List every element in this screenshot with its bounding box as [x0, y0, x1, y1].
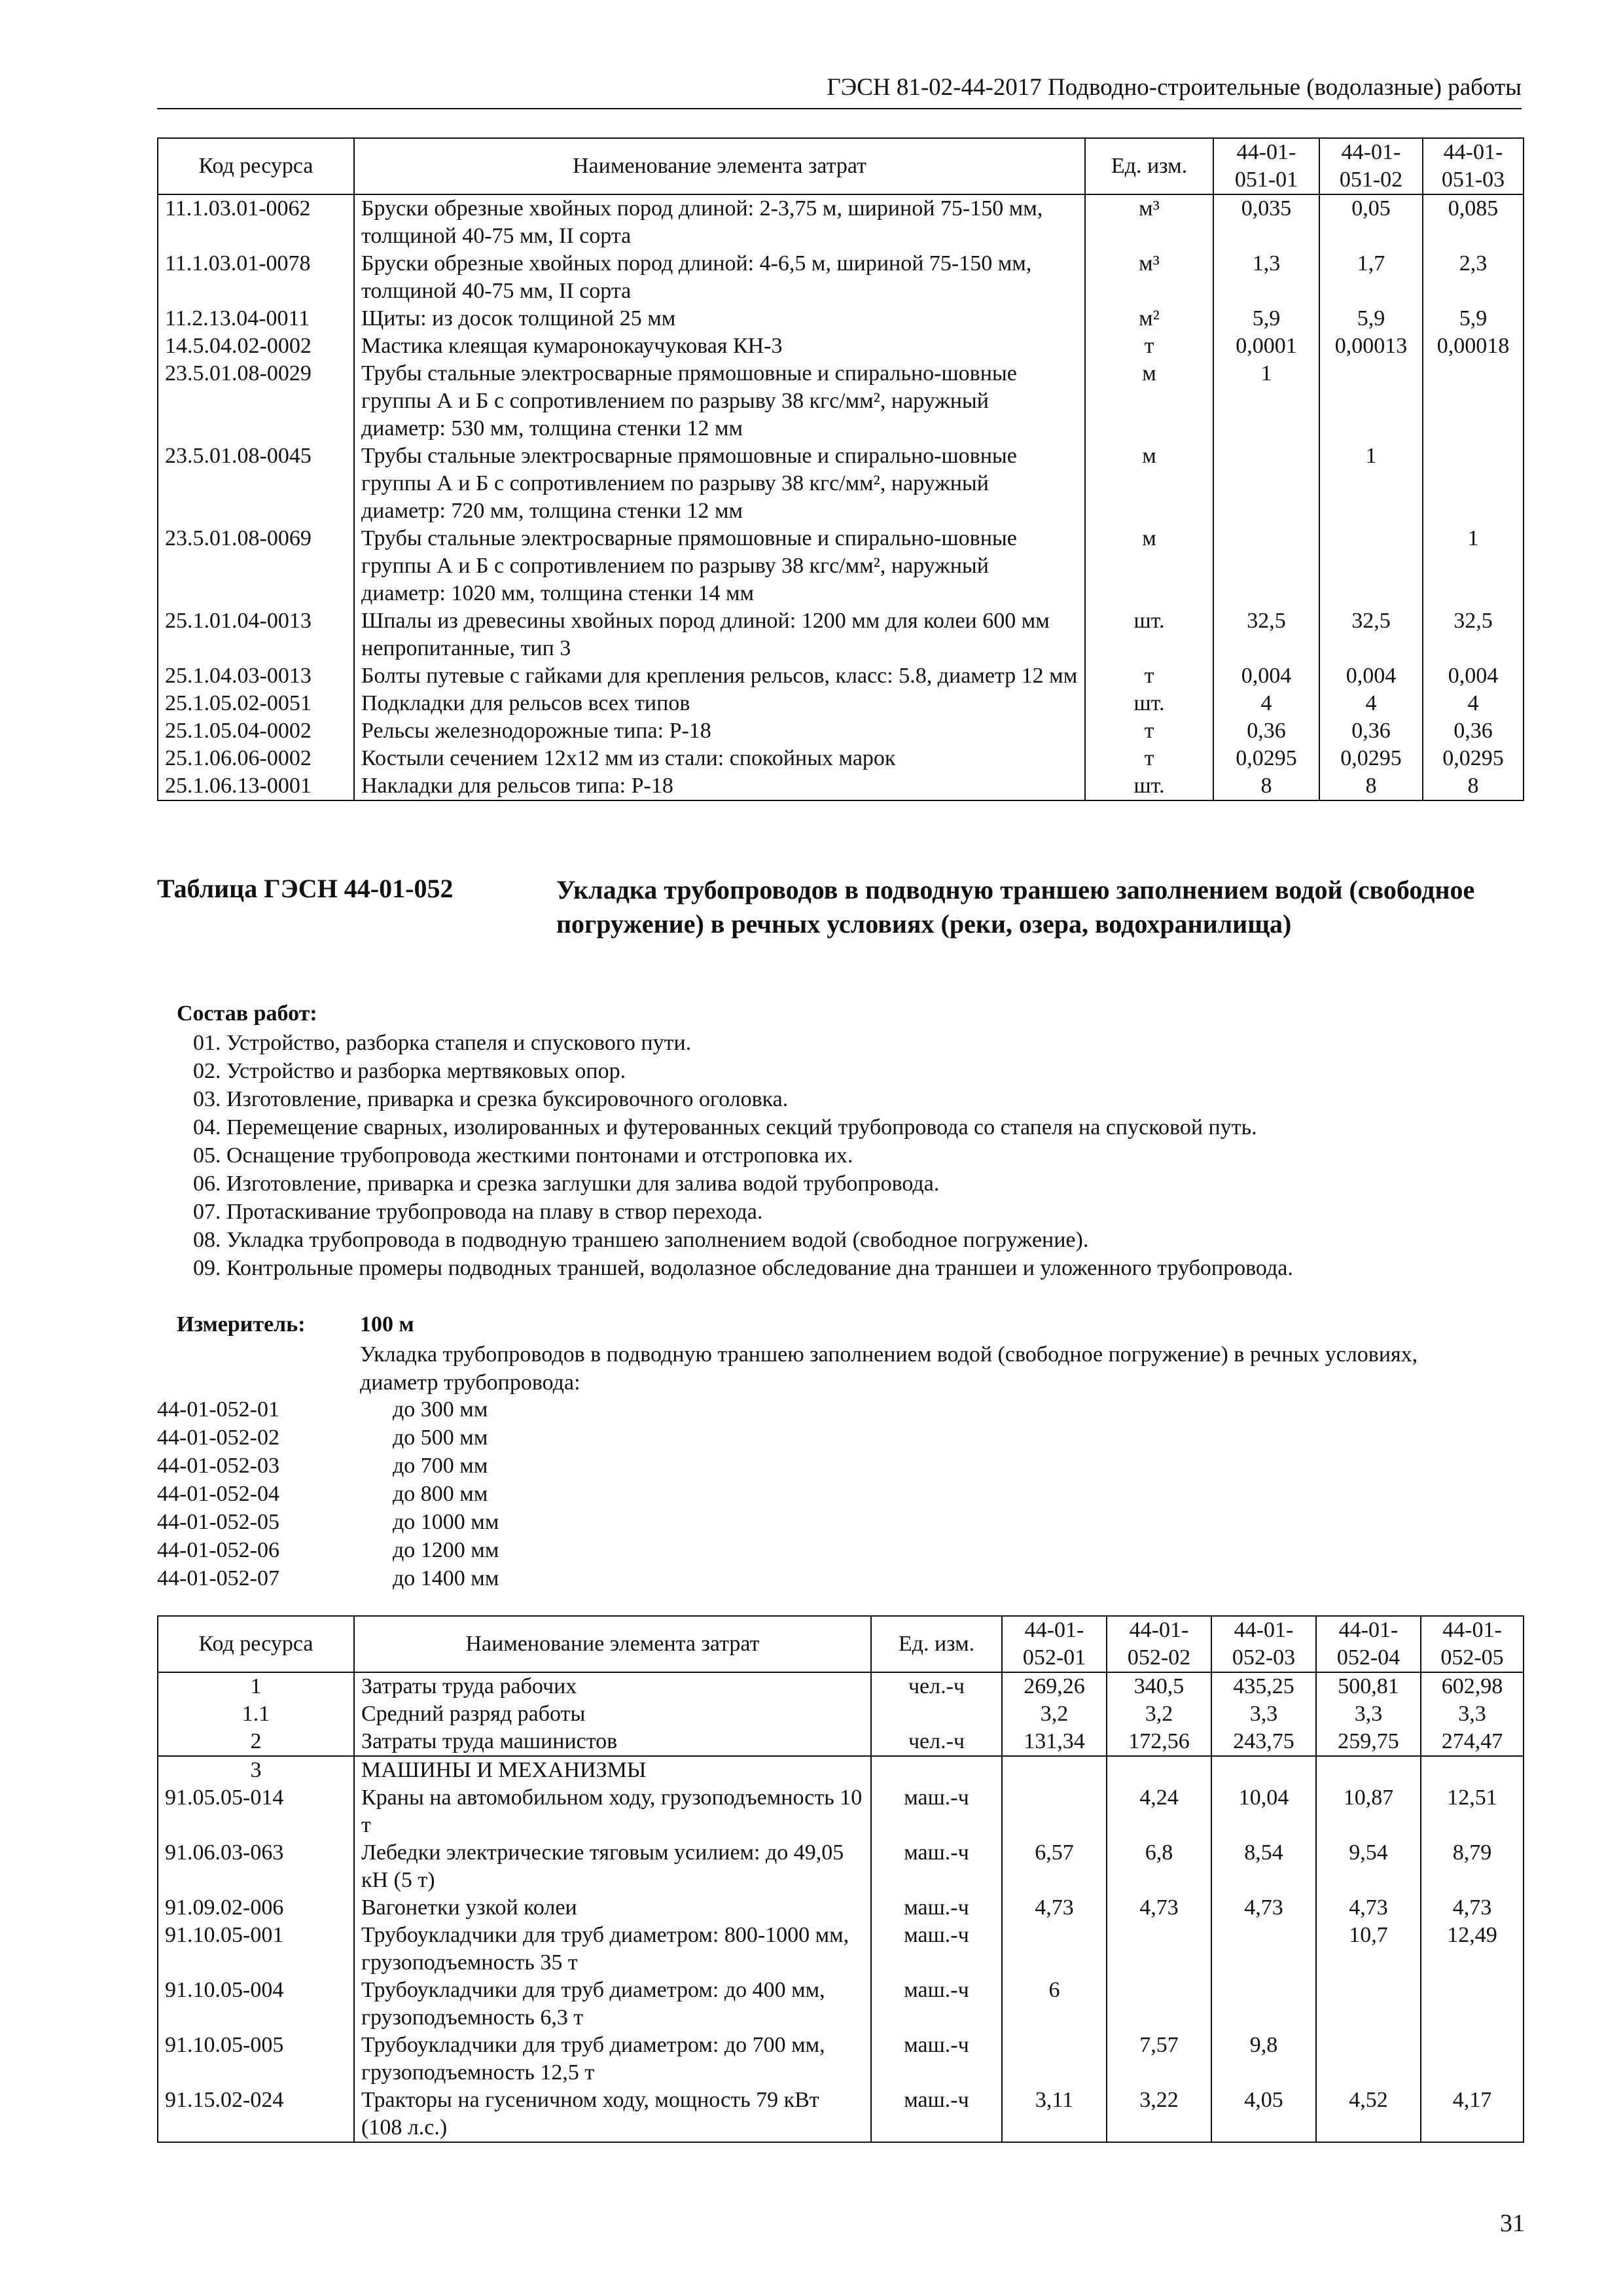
- variant-code: 44-01-052-01: [157, 1397, 279, 1422]
- table-row: [158, 2032, 1524, 2087]
- value-col5: [1421, 2032, 1524, 2087]
- resource-unit: м³: [1085, 194, 1213, 250]
- resource-unit: маш.-ч: [871, 1922, 1002, 1977]
- variant-code: 44-01-052-06: [157, 1538, 279, 1562]
- table-header-row: [158, 138, 1524, 194]
- value-col1: 5,9: [1213, 305, 1319, 332]
- variant-code: 44-01-052-02: [157, 1426, 279, 1450]
- resource-table-051-body: [158, 194, 1524, 800]
- value-col3: [1423, 442, 1524, 525]
- resource-unit: м²: [1085, 305, 1213, 332]
- resource-code: 91.09.02-006: [158, 1894, 354, 1922]
- variant-row: [157, 1452, 499, 1480]
- value-col1: 3,11: [1002, 2087, 1107, 2142]
- resource-code: 1.1: [158, 1700, 354, 1728]
- resource-code: 25.1.05.04-0002: [158, 717, 354, 745]
- value-col3: [1211, 1922, 1316, 1977]
- value-col2: 32,5: [1319, 607, 1423, 662]
- table-row: [158, 1728, 1524, 1756]
- value-col3: 5,9: [1423, 305, 1524, 332]
- work-step: 06. Изготовление, приварка и срезка заглушки для залива водой трубопровода.: [193, 1172, 940, 1196]
- value-col2: [1107, 1756, 1211, 1784]
- resource-code: 14.5.04.02-0002: [158, 332, 354, 360]
- resource-unit: шт.: [1085, 772, 1213, 800]
- value-col5: 3,3: [1421, 1700, 1524, 1728]
- header-unit: Ед. изм.: [871, 1616, 1002, 1672]
- meter-value: 100 м: [360, 1312, 414, 1336]
- resource-unit: маш.-ч: [871, 1894, 1002, 1922]
- work-step: 05. Оснащение трубопровода жесткими понтонами и отстроповка их.: [193, 1143, 853, 1168]
- value-col1: 0,004: [1213, 662, 1319, 690]
- resource-code: 25.1.01.04-0013: [158, 607, 354, 662]
- value-col5: 4,17: [1421, 2087, 1524, 2142]
- value-col1: 0,0295: [1213, 745, 1319, 772]
- table-row: [158, 2087, 1524, 2142]
- variant-row: [157, 1564, 499, 1592]
- value-col4: [1316, 1756, 1421, 1784]
- value-col1: 1: [1213, 360, 1319, 442]
- resource-name: Лебедки электрические тяговым усилием: до 49,05 кН (5 т): [354, 1839, 871, 1894]
- table-row: [158, 1784, 1524, 1839]
- resource-name: Болты путевые с гайками для крепления рельсов, класс: 5.8, диаметр 12 мм: [354, 662, 1085, 690]
- resource-code: 91.05.05-014: [158, 1784, 354, 1839]
- resource-code: 91.15.02-024: [158, 2087, 354, 2142]
- value-col2: [1319, 525, 1423, 607]
- header-name: Наименование элемента затрат: [354, 1616, 871, 1672]
- value-col2: 3,22: [1107, 2087, 1211, 2142]
- value-col2: 0,36: [1319, 717, 1423, 745]
- variant-row: [157, 1508, 499, 1536]
- value-col2: 5,9: [1319, 305, 1423, 332]
- resource-code: 11.2.13.04-0011: [158, 305, 354, 332]
- table-row: [158, 1922, 1524, 1977]
- value-col2: 0,00013: [1319, 332, 1423, 360]
- value-col2: 4,24: [1107, 1784, 1211, 1839]
- value-col4: 10,7: [1316, 1922, 1421, 1977]
- value-col3: 0,36: [1423, 717, 1524, 745]
- value-col1: [1002, 1922, 1107, 1977]
- header-col1: 44-01-052-01: [1002, 1616, 1107, 1672]
- resource-unit: чел.-ч: [871, 1672, 1002, 1700]
- value-col2: 3,2: [1107, 1700, 1211, 1728]
- value-col3: 1: [1423, 525, 1524, 607]
- work-step: 03. Изготовление, приварка и срезка буксировочного оголовка.: [193, 1087, 789, 1111]
- value-col2: 1,7: [1319, 250, 1423, 305]
- table-row: [158, 194, 1524, 250]
- value-col1: 6: [1002, 1977, 1107, 2032]
- resource-name: Бруски обрезные хвойных пород длиной: 2-3,75 м, шириной 75-150 мм, толщиной 40-75 мм, II сорта: [354, 194, 1085, 250]
- value-col4: 4,73: [1316, 1894, 1421, 1922]
- resource-name: Щиты: из досок толщиной 25 мм: [354, 305, 1085, 332]
- resource-code: 25.1.04.03-0013: [158, 662, 354, 690]
- resource-name: МАШИНЫ И МЕХАНИЗМЫ: [354, 1756, 871, 1784]
- table-row: [158, 607, 1524, 662]
- header-col1: 44-01-051-01: [1213, 138, 1319, 194]
- value-col1: 0,0001: [1213, 332, 1319, 360]
- header-col3: 44-01-052-03: [1211, 1616, 1316, 1672]
- table-row: [158, 1894, 1524, 1922]
- running-header: ГЭСН 81-02-44-2017 Подводно-строительные (водолазные) работы: [157, 73, 1522, 109]
- value-col3: 3,3: [1211, 1700, 1316, 1728]
- table-row: [158, 332, 1524, 360]
- resource-name: Средний разряд работы: [354, 1700, 871, 1728]
- value-col4: 259,75: [1316, 1728, 1421, 1756]
- resource-name: Рельсы железнодорожные типа: Р-18: [354, 717, 1085, 745]
- value-col3: 0,0295: [1423, 745, 1524, 772]
- table-row: [158, 1700, 1524, 1728]
- value-col1: 32,5: [1213, 607, 1319, 662]
- variant-text: до 700 мм: [393, 1454, 488, 1478]
- work-step: 04. Перемещение сварных, изолированных и футерованных секций трубопровода со стапеля на спусковой путь.: [193, 1115, 1257, 1139]
- resource-name: Трубоукладчики для труб диаметром: до 700 мм, грузоподъемность 12,5 т: [354, 2032, 871, 2087]
- work-step: 01. Устройство, разборка стапеля и спускового пути.: [193, 1031, 692, 1055]
- work-step: 02. Устройство и разборка мертвяковых опор.: [193, 1059, 626, 1083]
- value-col3: [1211, 1756, 1316, 1784]
- value-col2: 1: [1319, 442, 1423, 525]
- table-label: Таблица ГЭСН 44-01-052: [157, 874, 454, 903]
- value-col2: 6,8: [1107, 1839, 1211, 1894]
- value-col2: 7,57: [1107, 2032, 1211, 2087]
- value-col2: 0,004: [1319, 662, 1423, 690]
- work-step: 09. Контрольные промеры подводных траншей, водолазное обследование дна траншеи и уложенного трубопровода.: [193, 1256, 1293, 1280]
- resource-name: Краны на автомобильном ходу, грузоподъемность 10 т: [354, 1784, 871, 1839]
- resource-code: 25.1.06.13-0001: [158, 772, 354, 800]
- resource-unit: т: [1085, 717, 1213, 745]
- resource-code: 23.5.01.08-0045: [158, 442, 354, 525]
- header-code: Код ресурса: [158, 138, 354, 194]
- value-col1: [1213, 442, 1319, 525]
- value-col1: 0,36: [1213, 717, 1319, 745]
- resource-code: 11.1.03.01-0062: [158, 194, 354, 250]
- value-col3: [1211, 1977, 1316, 2032]
- resource-unit: м: [1085, 442, 1213, 525]
- value-col4: 500,81: [1316, 1672, 1421, 1700]
- value-col4: [1316, 1977, 1421, 2032]
- table-row: [158, 1672, 1524, 1700]
- variant-text: до 1400 мм: [393, 1566, 499, 1590]
- value-col2: 0,0295: [1319, 745, 1423, 772]
- value-col3: 4,73: [1211, 1894, 1316, 1922]
- resource-unit: маш.-ч: [871, 2032, 1002, 2087]
- value-col5: 4,73: [1421, 1894, 1524, 1922]
- table-row: [158, 745, 1524, 772]
- variant-code: 44-01-052-05: [157, 1510, 279, 1534]
- header-col3: 44-01-051-03: [1423, 138, 1524, 194]
- table-row: [158, 717, 1524, 745]
- table-header-row: [158, 1616, 1524, 1672]
- value-col1: 4: [1213, 690, 1319, 717]
- resource-name: Подкладки для рельсов всех типов: [354, 690, 1085, 717]
- value-col1: [1002, 2032, 1107, 2087]
- resource-unit: чел.-ч: [871, 1728, 1002, 1756]
- resource-name: Затраты труда машинистов: [354, 1728, 871, 1756]
- resource-code: 2: [158, 1728, 354, 1756]
- table-row: [158, 662, 1524, 690]
- resource-code: 23.5.01.08-0069: [158, 525, 354, 607]
- resource-code: 91.10.05-004: [158, 1977, 354, 2032]
- variant-row: [157, 1480, 499, 1508]
- value-col4: 9,54: [1316, 1839, 1421, 1894]
- value-col1: [1002, 1756, 1107, 1784]
- variant-code: 44-01-052-03: [157, 1454, 279, 1478]
- value-col5: 602,98: [1421, 1672, 1524, 1700]
- resource-code: 25.1.06.06-0002: [158, 745, 354, 772]
- variant-row: [157, 1424, 499, 1452]
- value-col4: [1316, 2032, 1421, 2087]
- value-col5: [1421, 1756, 1524, 1784]
- value-col5: 12,49: [1421, 1922, 1524, 1977]
- resource-unit: [871, 1756, 1002, 1784]
- header-col5: 44-01-052-05: [1421, 1616, 1524, 1672]
- work-composition-heading: Состав работ:: [177, 1001, 317, 1026]
- value-col1: 3,2: [1002, 1700, 1107, 1728]
- variant-row: [157, 1536, 499, 1564]
- table-row: [158, 525, 1524, 607]
- value-col1: 6,57: [1002, 1839, 1107, 1894]
- value-col2: 4,73: [1107, 1894, 1211, 1922]
- table-row: [158, 772, 1524, 800]
- resource-name: Трубы стальные электросварные прямошовные и спирально-шовные группы А и Б с сопротивлением по разрыву 38 кгс/мм², наружный диаметр: 1020 мм, толщина стенки 14 мм: [354, 525, 1085, 607]
- resource-unit: маш.-ч: [871, 1977, 1002, 2032]
- value-col3: 435,25: [1211, 1672, 1316, 1700]
- value-col3: 2,3: [1423, 250, 1524, 305]
- resource-unit: м³: [1085, 250, 1213, 305]
- table-row: [158, 442, 1524, 525]
- variant-list: [157, 1395, 499, 1592]
- resource-unit: маш.-ч: [871, 1784, 1002, 1839]
- resource-name: Вагонетки узкой колеи: [354, 1894, 871, 1922]
- resource-unit: маш.-ч: [871, 1839, 1002, 1894]
- resource-unit: шт.: [1085, 607, 1213, 662]
- value-col4: 3,3: [1316, 1700, 1421, 1728]
- value-col3: 8,54: [1211, 1839, 1316, 1894]
- variant-text: до 300 мм: [393, 1397, 488, 1422]
- resource-name: Накладки для рельсов типа: Р-18: [354, 772, 1085, 800]
- value-col1: 1,3: [1213, 250, 1319, 305]
- value-col4: 4,52: [1316, 2087, 1421, 2142]
- value-col1: 131,34: [1002, 1728, 1107, 1756]
- value-col3: 0,085: [1423, 194, 1524, 250]
- value-col3: 32,5: [1423, 607, 1524, 662]
- resource-unit: маш.-ч: [871, 2087, 1002, 2142]
- work-step: 07. Протаскивание трубопровода на плаву в створ перехода.: [193, 1200, 763, 1224]
- value-col2: [1107, 1922, 1211, 1977]
- resource-unit: т: [1085, 332, 1213, 360]
- table-row: [158, 305, 1524, 332]
- resource-code: 23.5.01.08-0029: [158, 360, 354, 442]
- resource-code: 91.10.05-001: [158, 1922, 354, 1977]
- resource-name: Тракторы на гусеничном ходу, мощность 79 кВт (108 л.с.): [354, 2087, 871, 2142]
- resource-code: 91.10.05-005: [158, 2032, 354, 2087]
- resource-table-052: [157, 1615, 1524, 2143]
- value-col2: 4: [1319, 690, 1423, 717]
- value-col1: 0,035: [1213, 194, 1319, 250]
- value-col5: 274,47: [1421, 1728, 1524, 1756]
- resource-name: Трубы стальные электросварные прямошовные и спирально-шовные группы А и Б с сопротивлением по разрыву 38 кгс/мм², наружный диаметр: 530 мм, толщина стенки 12 мм: [354, 360, 1085, 442]
- value-col5: [1421, 1977, 1524, 2032]
- value-col2: [1319, 360, 1423, 442]
- table-title: Укладка трубопроводов в подводную траншею заполнением водой (свободное погружение) в речных условиях (реки, озера, водохранилища): [556, 875, 1475, 939]
- value-col3: [1423, 360, 1524, 442]
- value-col2: 8: [1319, 772, 1423, 800]
- variant-text: до 1000 мм: [393, 1510, 499, 1534]
- variant-text: до 1200 мм: [393, 1538, 499, 1562]
- resource-table-051: [157, 137, 1524, 801]
- resource-name: Шпалы из древесины хвойных пород длиной: 1200 мм для колеи 600 мм непропитанные, тип 3: [354, 607, 1085, 662]
- value-col1: 8: [1213, 772, 1319, 800]
- resource-code: 11.1.03.01-0078: [158, 250, 354, 305]
- value-col3: 9,8: [1211, 2032, 1316, 2087]
- value-col2: 340,5: [1107, 1672, 1211, 1700]
- resource-unit: шт.: [1085, 690, 1213, 717]
- resource-name: Мастика клеящая кумаронокаучуковая КН-3: [354, 332, 1085, 360]
- value-col3: 0,00018: [1423, 332, 1524, 360]
- meter-label: Измеритель:: [177, 1312, 306, 1336]
- resource-name: Трубоукладчики для труб диаметром: до 400 мм, грузоподъемность 6,3 т: [354, 1977, 871, 2032]
- resource-unit: т: [1085, 745, 1213, 772]
- value-col5: 8,79: [1421, 1839, 1524, 1894]
- table-row: [158, 360, 1524, 442]
- value-col2: 0,05: [1319, 194, 1423, 250]
- resource-name: Бруски обрезные хвойных пород длиной: 4-6,5 м, шириной 75-150 мм, толщиной 40-75 мм, II сорта: [354, 250, 1085, 305]
- header-code: Код ресурса: [158, 1616, 354, 1672]
- variant-text: до 800 мм: [393, 1482, 488, 1506]
- variant-text: до 500 мм: [393, 1426, 488, 1450]
- value-col4: 10,87: [1316, 1784, 1421, 1839]
- work-composition-list: [193, 1029, 1293, 1282]
- header-unit: Ед. изм.: [1085, 138, 1213, 194]
- value-col2: [1107, 1977, 1211, 2032]
- work-step: 08. Укладка трубопровода в подводную траншею заполнением водой (свободное погружение).: [193, 1228, 1089, 1252]
- resource-name: Трубы стальные электросварные прямошовные и спирально-шовные группы А и Б с сопротивлением по разрыву 38 кгс/мм², наружный диаметр: 720 мм, толщина стенки 12 мм: [354, 442, 1085, 525]
- header-name: Наименование элемента затрат: [354, 138, 1085, 194]
- meter-description: Укладка трубопроводов в подводную траншею заполнением водой (свободное погружение) в речных условиях, диаметр трубопровода:: [360, 1342, 1418, 1395]
- variant-row: [157, 1395, 499, 1424]
- resource-name: Затраты труда рабочих: [354, 1672, 871, 1700]
- value-col1: 4,73: [1002, 1894, 1107, 1922]
- resource-code: 91.06.03-063: [158, 1839, 354, 1894]
- table-row: [158, 1839, 1524, 1894]
- value-col3: 243,75: [1211, 1728, 1316, 1756]
- value-col3: 4,05: [1211, 2087, 1316, 2142]
- resource-name: Костыли сечением 12х12 мм из стали: спокойных марок: [354, 745, 1085, 772]
- resource-code: 25.1.05.02-0051: [158, 690, 354, 717]
- value-col3: 8: [1423, 772, 1524, 800]
- resource-unit: м: [1085, 360, 1213, 442]
- variant-code: 44-01-052-07: [157, 1566, 279, 1590]
- header-col2: 44-01-052-02: [1107, 1616, 1211, 1672]
- resource-code: 1: [158, 1672, 354, 1700]
- resource-table-052-body: [158, 1672, 1524, 2142]
- resource-unit: м: [1085, 525, 1213, 607]
- value-col3: 0,004: [1423, 662, 1524, 690]
- table-row: [158, 250, 1524, 305]
- value-col3: 10,04: [1211, 1784, 1316, 1839]
- value-col1: [1213, 525, 1319, 607]
- resource-unit: [871, 1700, 1002, 1728]
- variant-code: 44-01-052-04: [157, 1482, 279, 1506]
- value-col2: 172,56: [1107, 1728, 1211, 1756]
- value-col1: 269,26: [1002, 1672, 1107, 1700]
- value-col3: 4: [1423, 690, 1524, 717]
- resource-unit: т: [1085, 662, 1213, 690]
- resource-name: Трубоукладчики для труб диаметром: 800-1000 мм, грузоподъемность 35 т: [354, 1922, 871, 1977]
- resource-code: 3: [158, 1756, 354, 1784]
- table-row: [158, 1756, 1524, 1784]
- header-col4: 44-01-052-04: [1316, 1616, 1421, 1672]
- page-number: 31: [1500, 2210, 1525, 2237]
- value-col5: 12,51: [1421, 1784, 1524, 1839]
- value-col1: [1002, 1784, 1107, 1839]
- table-row: [158, 690, 1524, 717]
- table-row: [158, 1977, 1524, 2032]
- header-col2: 44-01-051-02: [1319, 138, 1423, 194]
